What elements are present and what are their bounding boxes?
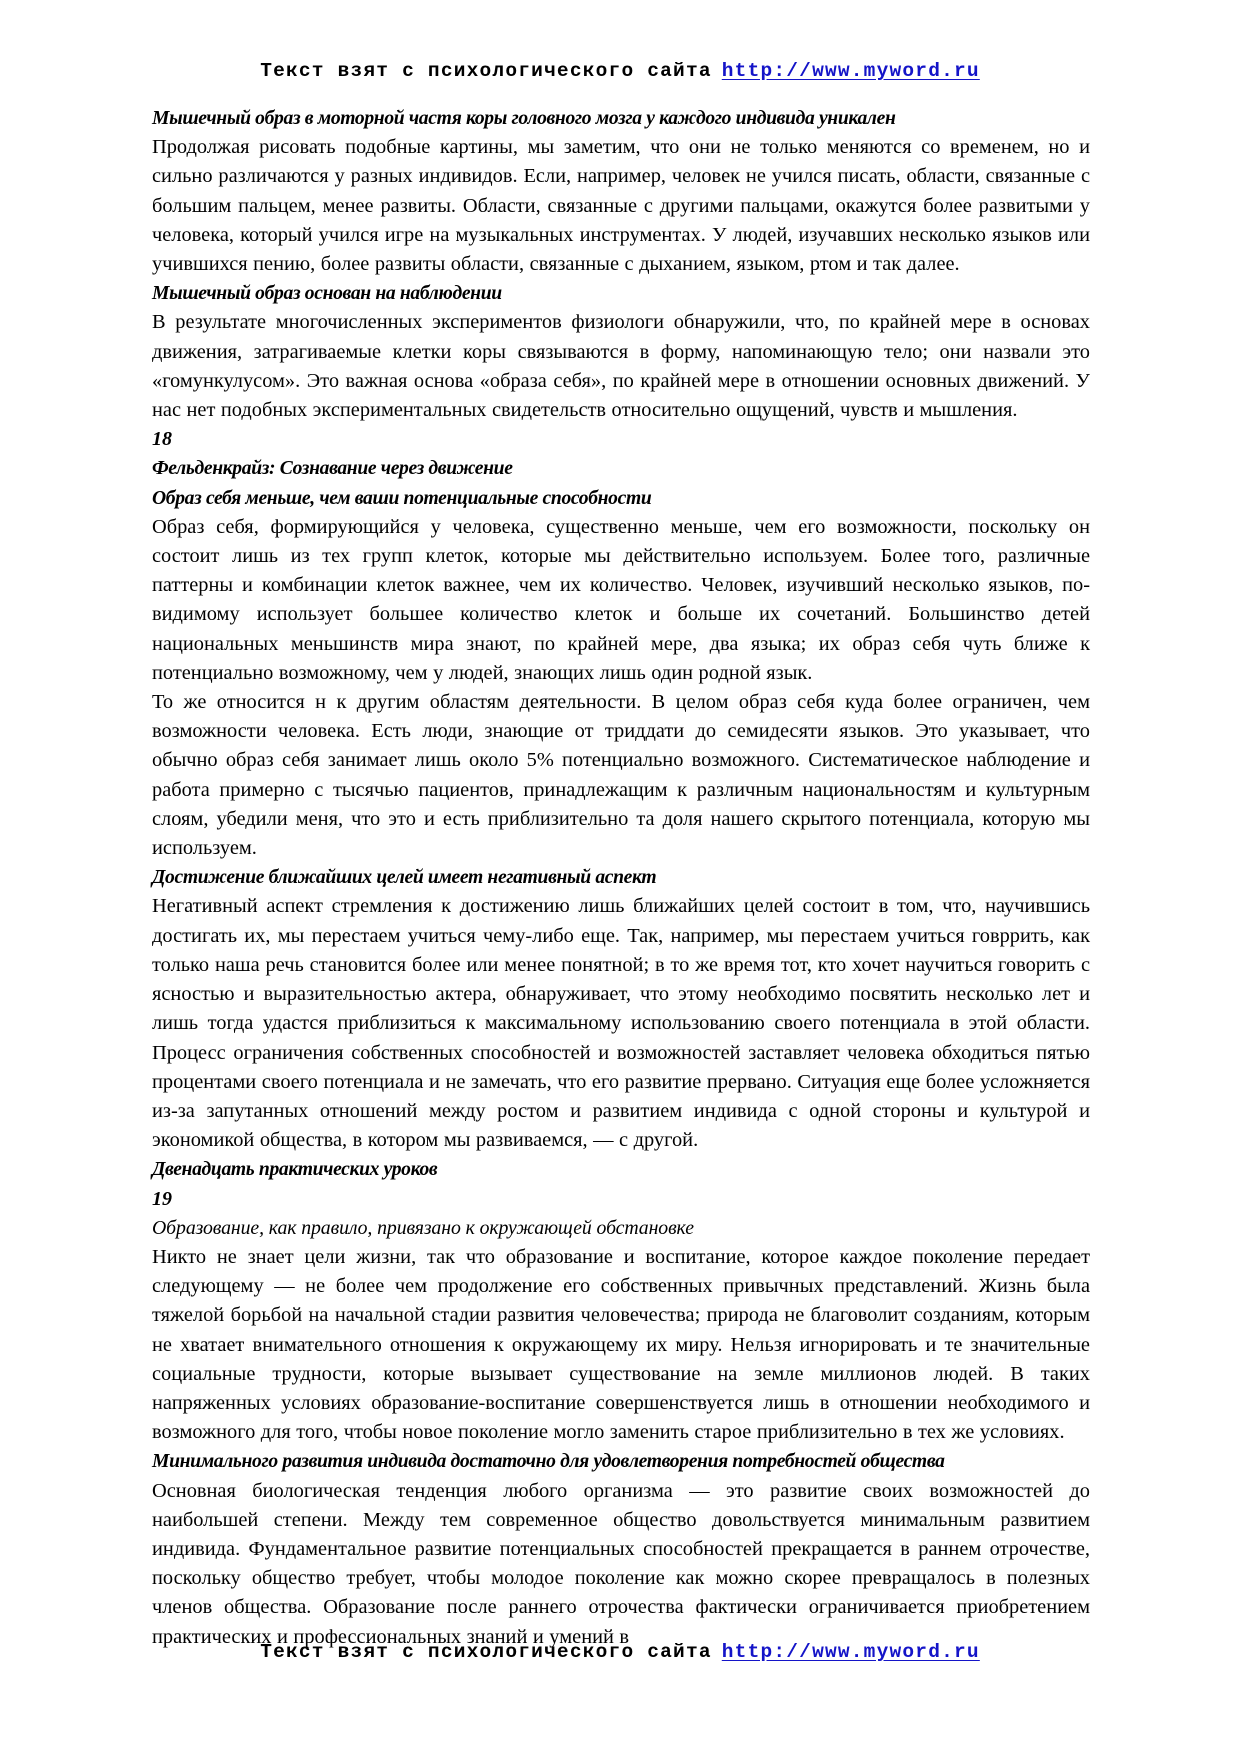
page-number-marker-18: 18: [152, 428, 172, 451]
footer-watermark-url[interactable]: http://www.myword.ru: [721, 1641, 980, 1663]
heading-minimal-development: Минимального развития индивида достаточно для удовлетворения потребностей общества: [152, 1451, 945, 1473]
paragraph-muscular-image-observation: В результате многочисленных экспериментов физиологи обнаружили, что, по крайней мере в основах движения, затрагиваемые клетки коры связываются в форму, напоминающую тело; они назвали это «гомункулусом». Это важная основа «образа себя», по крайней мере в отношении основных движений. У нас нет подобных экспериментальных свидетельств относительно ощущений, чувств и мышления.: [152, 311, 1090, 422]
footer-watermark: [0, 1643, 1240, 1663]
paragraph-muscular-image-unique: Продолжая рисовать подобные картины, мы заметим, что они не только меняются со временем, но и сильно различаются у разных индивидов. Если, например, человек не учился писать, области, связанные с большим пальцем, менее развиты. Области, связанные с другими пальцами, окажутся более развитыми у человека, который учился игре на музыкальных инструментах. У людей, изучавших несколько языков или учившихся пению, более развиты области, связанные с дыханием, языком, ртом и так далее.: [152, 136, 1090, 276]
heading-education-environment: Образование, как правило, привязано к окружающей обстановке: [152, 1216, 694, 1239]
page-number-marker-19: 19: [152, 1187, 172, 1210]
paragraph-self-image-smaller-1: Образ себя, формирующийся у человека, существенно меньше, чем его возможности, поскольку он состоит лишь из тех групп клеток, которые мы действительно используем. Более того, различные паттерны и комбинации клеток важнее, чем их количество. Человек, изучивший несколько языков, по-видимому использует большее количество клеток и больше их сочетаний. Большинство детей национальных меньшинств мира знают, по крайней мере, два языка; их образ себя чуть ближе к потенциально возможному, чем у людей, знающих лишь один родной язык.: [152, 515, 1090, 684]
heading-book-title-feldenkrais: Фельденкрайз: Сознавание через движение: [152, 458, 513, 480]
document-body: [152, 104, 1090, 1652]
heading-twelve-practical-lessons: Двенадцать практических уроков: [152, 1159, 438, 1181]
paragraph-self-image-smaller-2: То же относится н к другим областям деятельности. В целом образ себя куда более ограничен, чем возможности человека. Есть люди, знающие от триддати до семидесяти языков. Это указывает, что обычно образ себя занимает лишь около 5% потенциально возможного. Систематическое наблюдение и работа примерно с тысячью пациентов, принадлежащим к различным национальностям и культурным слоям, убедили меня, что это и есть приблизительно та доля нашего скрытого потенциала, которую мы используем.: [152, 691, 1090, 860]
heading-muscular-image-unique: Мышечный образ в моторной частя коры головного мозга у каждого индивида уникален: [152, 108, 896, 129]
heading-muscular-image-observation: Мышечный образ основан на наблюдении: [152, 283, 502, 305]
paragraph-minimal-development: Основная биологическая тенденция любого организма — это развитие своих возможностей до наибольшей степени. Между тем современное общество довольствуется минимальным развитием индивида. Фундаментальное развитие потенциальных способностей прекращается в раннем отрочестве, поскольку общество требует, чтобы молодое поколение как можно скорее превращалось в полезных членов общества. Образование после раннего отрочества фактически ограничивается приобретением практических и профессиональных знаний и умений в: [152, 1479, 1090, 1648]
header-watermark: [0, 62, 1240, 82]
paragraph-education-environment: Никто не знает цели жизни, так что образование и воспитание, которое каждое поколение передает следующему — не более чем продолжение его собственных привычных представлений. Жизнь была тяжелой борьбой на начальной стадии развития человечества; природа не благоволит созданиям, которым не хватает внимательного отношения к окружающему их миру. Нельзя игнорировать и те значительные социальные трудности, которые вызывает существование на земле миллионов людей. В таких напряженных условиях образование-воспитание совершенствуется лишь в отношении необходимого и возможного для того, чтобы новое поколение могло заменить старое приблизительно в тех же условиях.: [152, 1245, 1090, 1444]
heading-immediate-goals-negative: Достижение ближайших целей имеет негативный аспект: [152, 867, 657, 889]
header-watermark-url[interactable]: http://www.myword.ru: [721, 60, 980, 82]
header-watermark-text: Текст взят с психологического сайта: [260, 60, 712, 82]
footer-watermark-text: Текст взят с психологического сайта: [260, 1641, 712, 1663]
paragraph-immediate-goals-negative: Негативный аспект стремления к достижению лишь ближайших целей состоит в том, что, научившись достигать их, мы перестаем учиться чему-либо еще. Так, например, мы перестаем учиться говррить, как только наша речь становится более или менее понятной; в то же время тот, кто хочет научиться говорить с ясностью и выразительностью актера, обнаруживает, что этому необходимо посвятить несколько лет и лишь тогда удастся приблизиться к максимальному использованию своего потенциала в этой области. Процесс ограничения собственных способностей и возможностей заставляет человека обходиться пятью процентами своего потенциала и не замечать, что его развитие прервано. Ситуация еще более усложняется из-за запутанных отношений между ростом и развитием индивида с одной стороны и культурой и экономикой общества, в котором мы развиваемся, — с другой.: [152, 895, 1090, 1152]
heading-self-image-smaller: Образ себя меньше, чем ваши потенциальные способности: [152, 487, 652, 509]
